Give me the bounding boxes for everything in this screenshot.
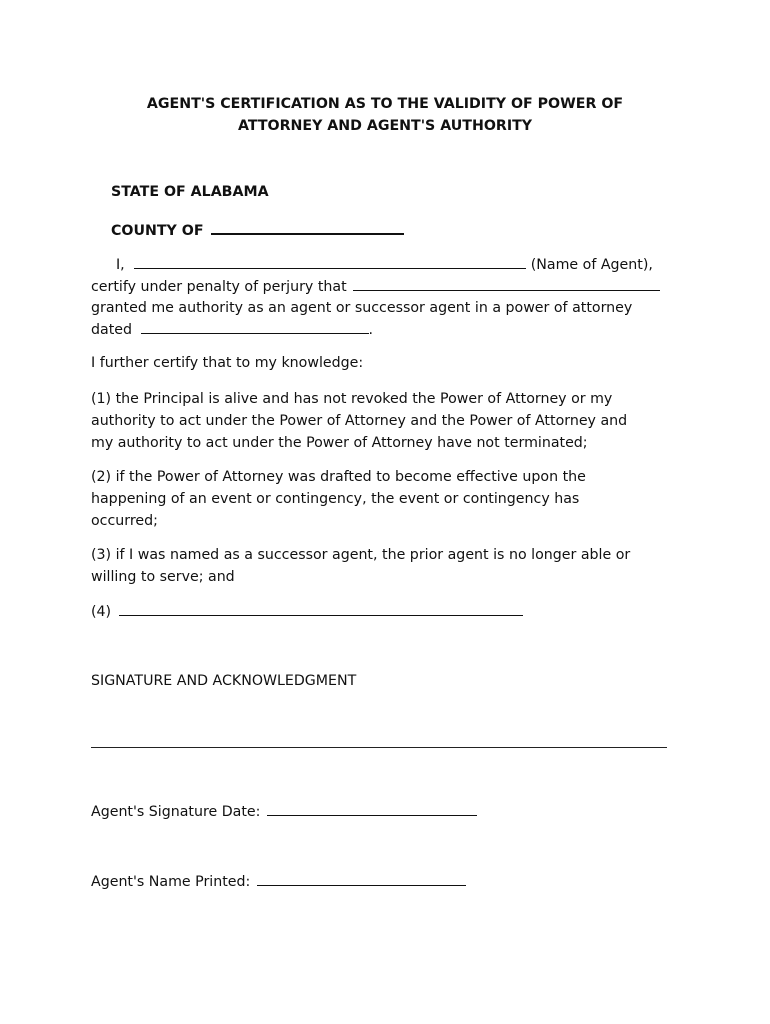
item-1-line-1: (1) the Principal is alive and has not revoked the Power of Attorney or my <box>91 391 613 407</box>
signature-date-blank[interactable] <box>267 801 477 816</box>
signature-date-label: Agent's Signature Date: <box>91 804 261 820</box>
name-printed-line <box>91 871 466 893</box>
signature-heading: SIGNATURE AND ACKNOWLEDGMENT <box>91 673 357 689</box>
title-line-2: ATTORNEY AND AGENT'S AUTHORITY <box>237 118 533 134</box>
name-printed-label: Agent's Name Printed: <box>91 874 251 890</box>
item-4-blank[interactable] <box>119 601 523 616</box>
item-1-line-3: my authority to act under the Power of Attorney have not terminated; <box>91 435 588 451</box>
dated-label: dated <box>91 322 132 338</box>
item-3-line-1: (3) if I was named as a successor agent, the prior agent is no longer able or <box>91 547 631 563</box>
item-2-line-1: (2) if the Power of Attorney was drafted to become effective upon the <box>91 469 586 485</box>
item-2-line-2: happening of an event or contingency, the event or contingency has <box>91 491 580 507</box>
agent-name-blank[interactable] <box>134 254 526 269</box>
granted-line: granted me authority as an agent or successor agent in a power of attorney <box>91 300 633 316</box>
agent-name-line <box>116 254 653 276</box>
item-4-line <box>91 601 523 623</box>
document-title <box>0 93 770 137</box>
county-label: COUNTY OF <box>111 223 204 239</box>
dated-line <box>91 319 373 341</box>
certify-text: certify under penalty of perjury that <box>91 279 347 295</box>
item-1-line-2: authority to act under the Power of Attorney and the Power of Attorney and <box>91 413 628 429</box>
item-4-label: (4) <box>91 604 112 620</box>
principal-name-blank[interactable] <box>353 276 660 291</box>
name-of-agent-label: (Name of Agent), <box>530 257 653 273</box>
title-line-1: AGENT'S CERTIFICATION AS TO THE VALIDITY OF POWER OF <box>146 96 624 112</box>
dated-period: . <box>368 322 374 338</box>
county-heading <box>111 219 404 239</box>
certify-line <box>91 276 660 298</box>
i-label: I, <box>116 257 125 273</box>
item-3-line-2: willing to serve; and <box>91 569 235 585</box>
state-heading: STATE OF ALABAMA <box>111 184 269 200</box>
further-certify-line: I further certify that to my knowledge: <box>91 355 364 371</box>
signature-date-line <box>91 801 477 823</box>
dated-blank[interactable] <box>141 319 369 334</box>
signature-line[interactable] <box>91 747 667 748</box>
item-2-line-3: occurred; <box>91 513 158 529</box>
county-blank[interactable] <box>211 219 404 235</box>
name-printed-blank[interactable] <box>257 871 466 886</box>
